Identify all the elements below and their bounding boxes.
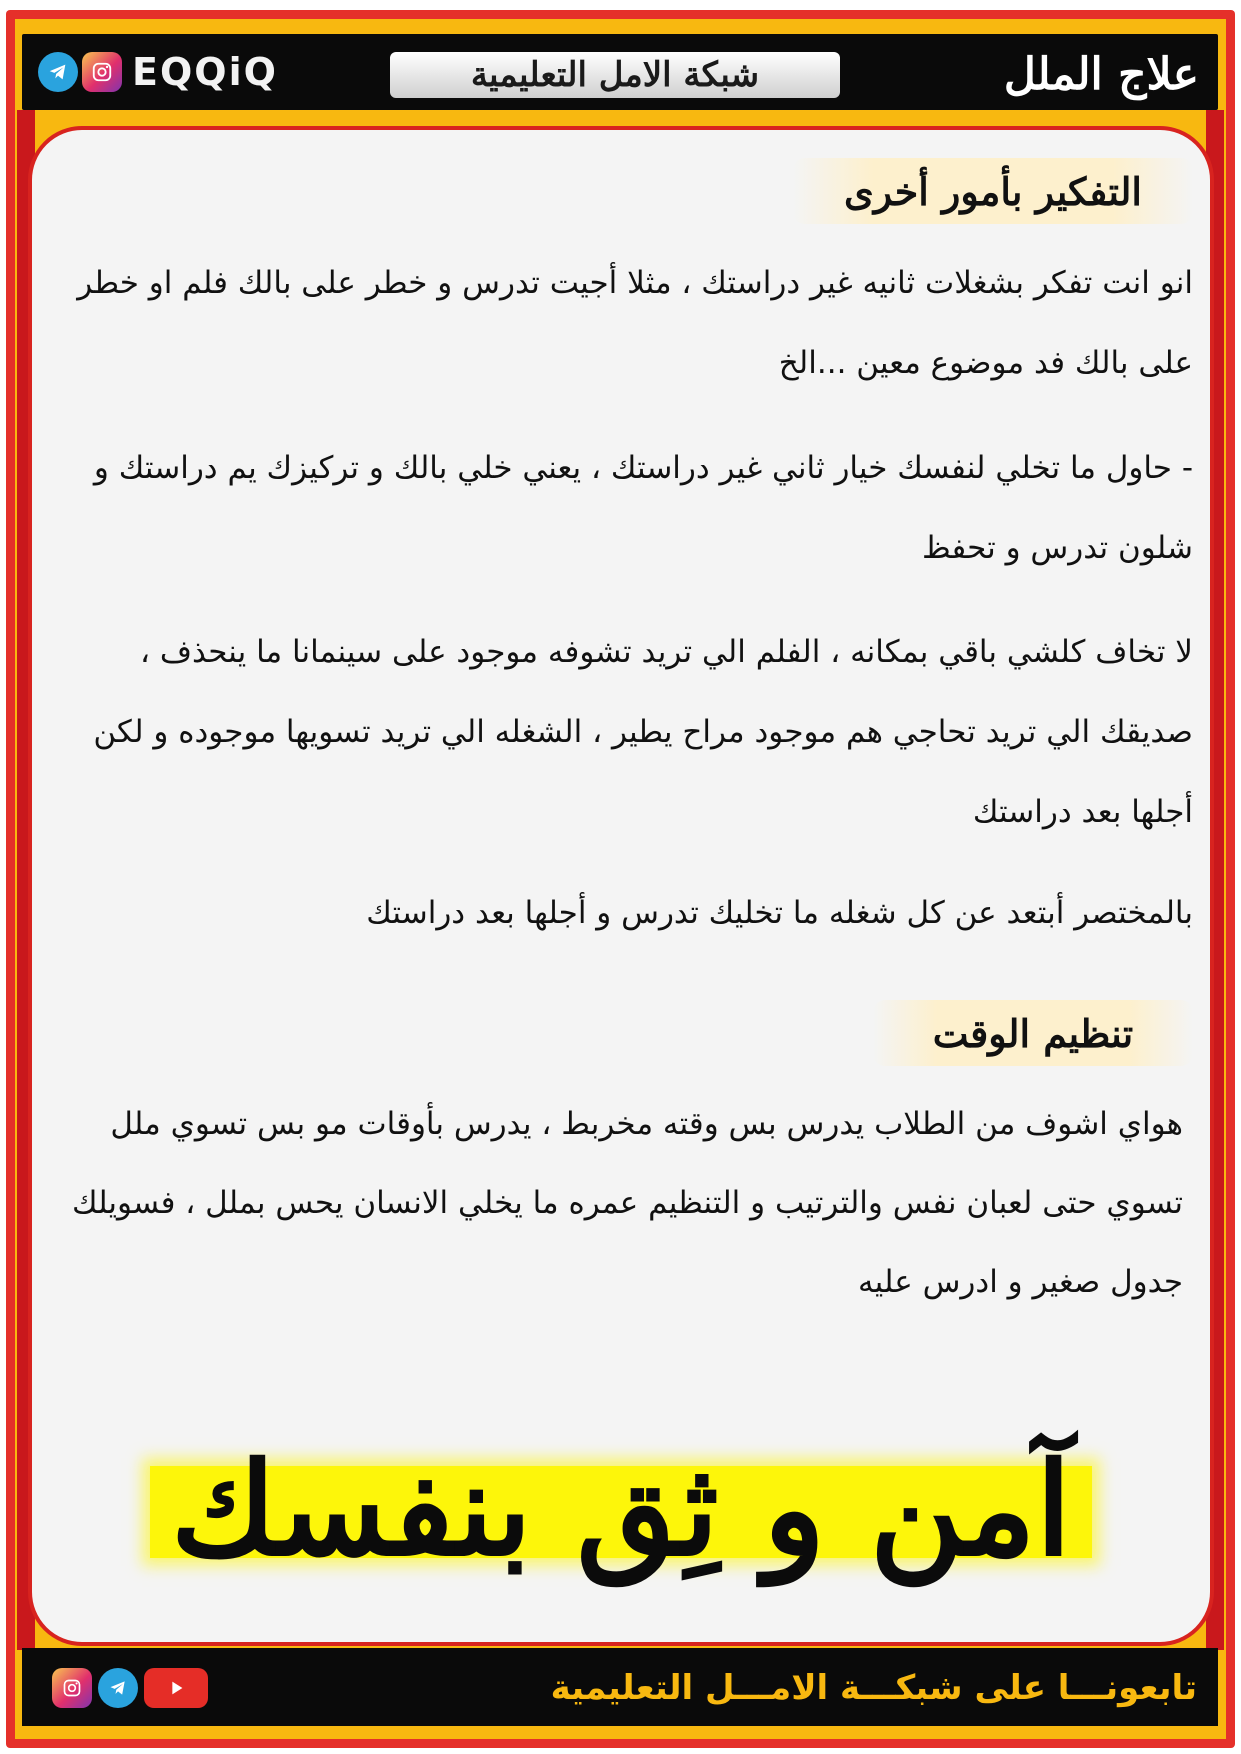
brand	[38, 48, 278, 96]
section-heading-other-thoughts: التفكير بأمور أخرى	[793, 158, 1193, 224]
footer-social-icons	[52, 1668, 208, 1708]
paragraph: انو انت تفكر بشغلات ثانيه غير دراستك ، مثلا أجيت تدرس و خطر على بالك فلم او خطر على بالك فد موضوع معين ...الخ	[77, 265, 1193, 381]
page-title: علاج الملل	[1003, 48, 1199, 100]
paragraph: لا تخاف كلشي باقي بمكانه ، الفلم الي تريد تشوفه موجود على سينمانا ما ينحذف ، صديقك الي تريد تحاجي هم موجود مراح يطير ، الشغله الي تريد تسويها موجوده و لكن أجلها بعد دراستك	[93, 634, 1193, 830]
youtube-icon[interactable]	[144, 1668, 208, 1708]
network-badge	[390, 52, 840, 98]
footer-follow-text: تابعونـــا على شبكـــة الامـــل التعليمية	[550, 1668, 1197, 1708]
paragraph: - حاول ما تخلي لنفسك خيار ثاني غير دراستك ، يعني خلي بالك و تركيزك يم دراستك و شلون تدرس و تحفظ	[93, 450, 1193, 566]
slogan: آمن و ثِق بنفسك	[170, 1435, 1072, 1585]
brand-name: EQQiQ	[132, 50, 278, 94]
section-heading-time-organization: تنظيم الوقت	[873, 1000, 1193, 1066]
telegram-icon[interactable]	[98, 1668, 138, 1708]
paragraph: بالمختصر أبتعد عن كل شغله ما تخليك تدرس و أجلها بعد دراستك	[366, 895, 1193, 931]
telegram-icon[interactable]	[38, 52, 78, 92]
instagram-icon[interactable]	[82, 52, 122, 92]
paragraph: هواي اشوف من الطلاب يدرس بس وقته مخربط ، يدرس بأوقات مو بس تسوي ملل تسوي حتى لعبان نفس والترتيب و التنظيم عمره ما يخلي الانسان يحس بملل ، فسويلك جدول صغير و ادرس عليه	[71, 1106, 1183, 1300]
instagram-icon[interactable]	[52, 1668, 92, 1708]
network-name: شبكة الامل التعليمية	[470, 55, 760, 95]
